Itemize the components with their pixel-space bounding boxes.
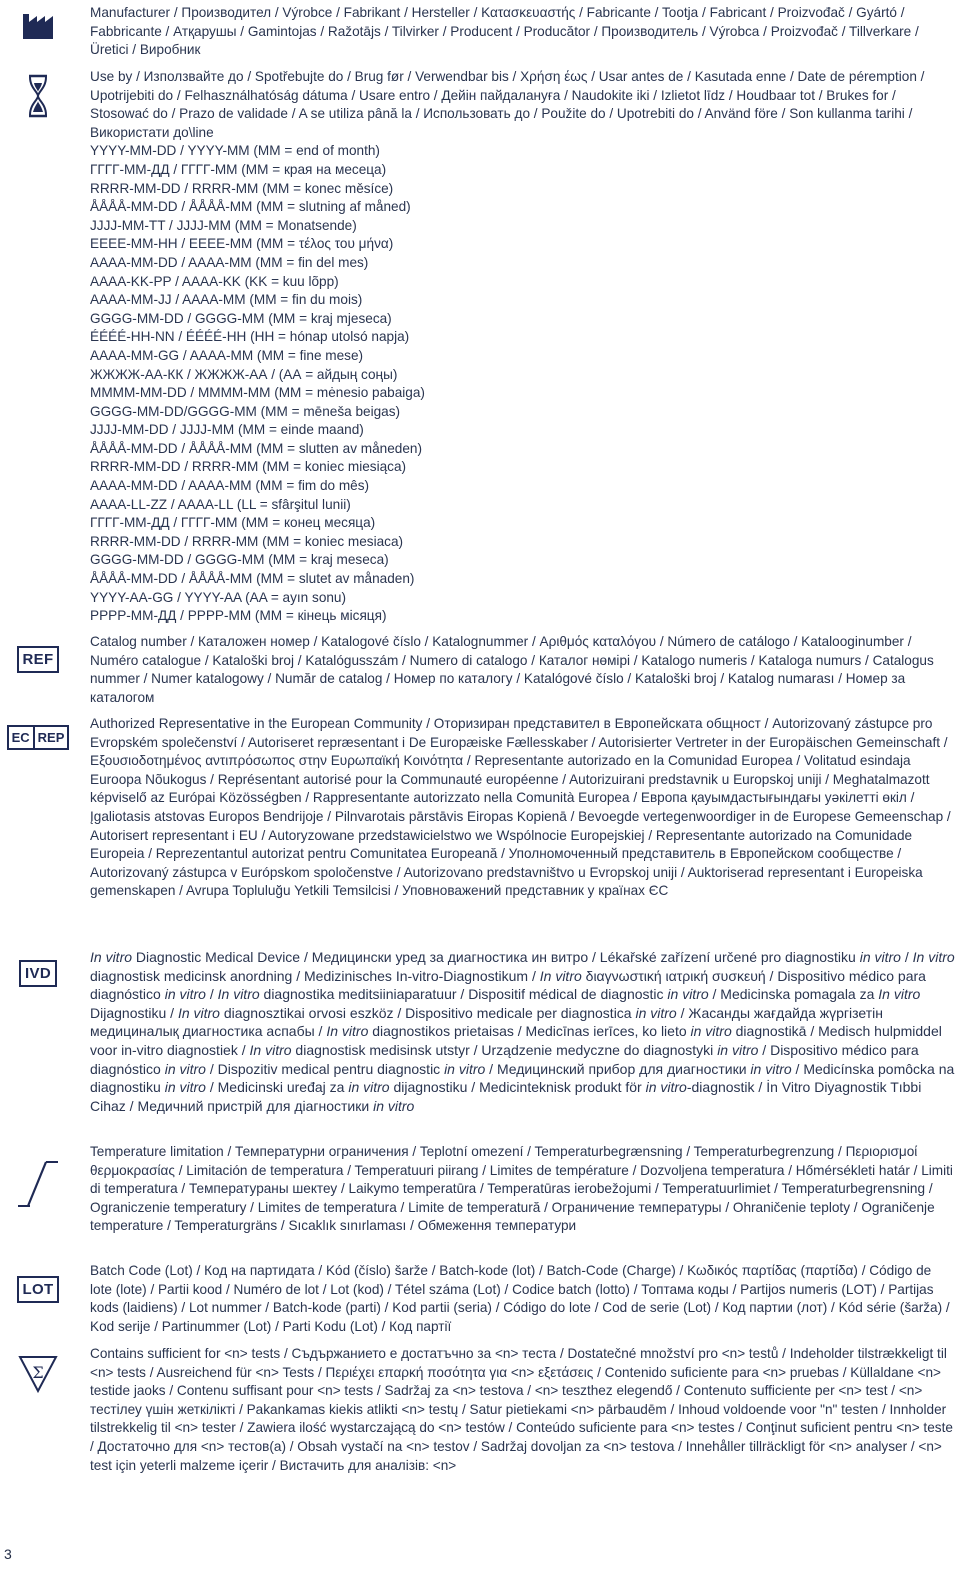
rep-label: REP [37,730,65,745]
in-vitro-term: in vitro [750,1060,792,1077]
use-by-format-line: ΕΕΕΕ-ΜΜ-ΗΗ / ΕΕΕΕ-ΜΜ (ΜΜ = τέλος του μήνα) [90,236,394,252]
in-vitro-term: in vitro [348,1079,390,1096]
ivd-label: IVD [19,960,57,987]
use-by-text [90,68,956,626]
ivd-text-segment: / Медицинский прибор для диагностики [485,1060,751,1077]
use-by-format-line: AAAA-MM-DD / AAAA-MM (MM = fim do mês) [90,478,370,494]
ivd-icon [10,960,66,987]
batch-text: Batch Code (Lot) / Код на партидата / Kód (číslo) šarže / Batch-kode (lot) / Batch-Code (Charge) / Κωδικός παρτίδας (παρτίδα) / Código de lote (lote) / Partii kood / Numéro de lot / Lot (kod) / Tétel száma (Lot) / Codice batch (lotto) / Топтама коды / Partijos numeris (LOT) / Partijas kods (laidiens) / Lot nummer / Batch-kode (parti) / Kod partii (seria) / Código do lote / Cod de serie (Lot) / Код партии (лот) / Kód série (šarža) / Kod serije / Partinummer (Lot) / Parti Kodu (Lot) / Код партії [90,1263,950,1334]
use-by-intro: Use by / Използвайте до / Spotřebujte do / Brug før / Verwendbar bis / Χρήση έως / Usar antes de / Kasutada enne / Date de péremption / Upotrijebiti do / Felhasználhatóság dátuma / Usare entro / Дейін пайдалануға / Naudokite iki / Izlietot līdz / Houdbaar tot / Brukes for / Stosować do / Prazo de validade / A se utiliza până la / Использовать до / Použite do / Upotrebiti do / Använd före / Son kullanma tarihi / Використати до\line [90,69,925,140]
thermometer-icon [10,1159,66,1209]
ivd-text-segment: / Dispozitiv medical pentru diagnostic [205,1060,445,1077]
ref-icon [10,646,66,673]
in-vitro-term: in vitro [717,1041,759,1058]
use-by-format-line: JJJJ-MM-DD / JJJJ-MM (MM = einde maand) [90,422,364,438]
use-by-format-line: GGGG-MM-DD/GGGG-MM (MM = mēneša beigas) [90,403,401,419]
ivd-text-segment: Diagnostic Medical Device / Медицински уред за диагностика ин витро / Lékařské zařízení určené pro diagnostiku [132,949,860,965]
sigma-triangle-icon [10,1353,66,1393]
factory-icon [10,10,66,40]
in-vitro-term: in vitro [859,949,901,965]
ivd-text-segment: diagnostikos prietaisas / Medicīnas ierīces, ko lieto [368,1023,691,1040]
ivd-text-segment: / Жасанды жағдайда жүргізетін медициналық диагностика аспабы / [90,1004,883,1040]
ivd-text-segment: diagnostisk medicinsk anordning / Medizinisches In-vitro-Diagnostikum / [90,967,540,984]
use-by-format-line: ЖЖЖЖ-АА-КК / ЖЖЖЖ-АА / (АА = айдың соңы) [90,366,398,382]
ivd-text-segment: / Medicinska pomagala za [708,986,879,1003]
ivd-text-segment: diagnostikā / Medisch hulpmiddel voor in-vitro diagnostiek / [90,1023,942,1058]
in-vitro-term: in vitro [164,1060,206,1077]
use-by-format-line: MMMM-MM-DD / MMMM-MM (MM = mėnesio pabaiga) [90,385,425,401]
ivd-text-segment: / Medicínska pomôcka na diagnostiku [90,1060,955,1096]
temperature-text: Temperature limitation / Температурни ограничения / Teplotní omezení / Temperaturbegrænsning / Temperaturbegrenzung / Περιορισμοί θερμοκρασίας / Limitación de temperatura / Temperatuuri piirang / Limites de température / Dozvoljena temperatura / Hőmérsékleti határ / Limiti di temperatura / Температураны шектеу / Laikymo temperatūra / Temperatūras ierobežojumi / Temperatuurlimiet / Temperaturbegrensning / Ograniczenie temperatury / Limites de temperatura / Limite de temperatură / Ограничение температуры / Ohraničenie teploty / Ograničenje temperature / Temperaturgräns / Sıcaklık sınırlaması / Обмеження температури [90,1144,953,1234]
manufacturer-text: Manufacturer / Производител / Výrobce / Fabrikant / Hersteller / Κατασκευαστής / Fabricante / Tootja / Fabricant / Proizvođač / Gyártó / Fabbricante / Атқарушы / Gamintojas / Ražotājs / Tilvirker / Producent / Producător / Производитель / Výrobca / Proizvođač / Tillverkare / Üretici / Виробник [90,5,919,58]
ivd-text [90,948,956,1115]
use-by-format-line: РРРР-ММ-ДД / РРРР-ММ (ММ = кінець місяця) [90,608,387,624]
use-by-format-line: ÅÅÅÅ-MM-DD / ÅÅÅÅ-MM (MM = slutet av månaden) [90,571,415,587]
lot-icon [10,1276,66,1303]
hourglass-icon [10,74,66,118]
page-number: 3 [4,1546,12,1562]
ivd-text-segment: / Dispositivo médico para diagnóstico [90,1041,919,1077]
ec-rep-icon [10,725,66,750]
use-by-format-line: ÅÅÅÅ-MM-DD / ÅÅÅÅ-MM (MM = slutten av måneden) [90,440,422,456]
in-vitro-term: in vitro [164,1079,206,1096]
use-by-format-line: YYYY-AA-GG / YYYY-AA (AA = ayın sonu) [90,589,347,605]
use-by-format-line: RRRR-MM-DD / RRRR-MM (MM = koniec mesiaca) [90,533,404,549]
ivd-text-segment: Dijagnostiku / [90,1004,178,1021]
ec-label: EC [9,727,35,748]
use-by-format-line: GGGG-MM-DD / GGGG-MM (MM = kraj meseca) [90,552,389,568]
in-vitro-term: In vitro [90,949,133,965]
in-vitro-term: in vitro [635,1004,677,1021]
use-by-format-line: ГГГГ-ММ-ДД / ГГГГ-ММ (ММ = края на месеца) [90,161,387,177]
in-vitro-term: In vitro [539,967,582,984]
in-vitro-term: in vitro [645,1079,687,1096]
use-by-format-line: AAAA-MM-JJ / AAAA-MM (MM = fin du mois) [90,292,363,308]
in-vitro-term: In vitro [177,1004,220,1021]
ivd-text-segment: / [900,949,913,965]
in-vitro-term: in vitro [444,1060,486,1077]
ivd-text-segment: -diagnostik / İn Vitro Diyagnostik Tıbbi Cihaz / Медичний пристрій для діагностики [90,1079,922,1114]
use-by-format-line: RRRR-MM-DD / RRRR-MM (MM = koniec miesiąca) [90,459,407,475]
ivd-text-segment: / [205,986,218,1003]
in-vitro-term: in vitro [373,1097,415,1114]
ivd-text-segment: dijagnostiku / Medicinteknisk produkt för [389,1079,646,1096]
in-vitro-term: In vitro [249,1041,292,1058]
in-vitro-term: In vitro [217,986,260,1003]
use-by-format-line: ÉÉÉÉ-HH-NN / ÉÉÉÉ-HH (HH = hónap utolsó napja) [90,329,410,345]
use-by-format-line: YYYY-MM-DD / YYYY-MM (MM = end of month) [90,143,380,159]
ivd-text-segment: diagnosztikai orvosi eszköz / Dispositivo medicale per diagnostica [219,1004,636,1021]
ivd-text-segment: / Medicinski uređaj za [205,1079,349,1096]
use-by-format-line: AAAA-MM-DD / AAAA-MM (MM = fin del mes) [90,254,369,270]
in-vitro-term: In vitro [912,949,955,965]
use-by-format-line: AAAA-MM-GG / AAAA-MM (MM = fine mese) [90,347,364,363]
use-by-format-line: JJJJ-MM-TT / JJJJ-MM (MM = Monatsende) [90,217,357,233]
lot-label: LOT [17,1276,60,1303]
ivd-text-segment: διαγνωστική ιατρική συσκευή / Dispositivo médico para diagnóstico [90,967,926,1003]
ref-label: REF [17,646,60,673]
catalog-text: Catalog number / Каталожен номер / Katalogové číslo / Katalognummer / Αριθμός καταλόγου / Número de catálogo / Katalooginumber / Numéro catalogue / Kataloški broj / Katalógusszám / Numero di catalogo / Каталог нөмірі / Katalogo numeris / Kataloga numurs / Catalogus nummer / Numer katalogowy / Număr de catalog / Номер по каталогу / Katalógové číslo / Kataloški broj / Katalog numarası / Номер за каталогом [90,634,934,705]
sufficient-text: Contains sufficient for <n> tests / Съдържанието е достатъчно за <n> теста / Dostatečné množství pro <n> testů / Indeholder tilstrækkeligt til <n> tests / Ausreichend für <n> Tests / Περιέχει επαρκή ποσότητα για <n> εξετάσεις / Contenido suficiente para <n> pruebas / Küllaldane <n> testide jaoks / Contenu suffisant pour <n> tests / Sadržaj za <n> testova / <n> teszthez elegendő / Contenuto sufficiente per <n> test / <n> тестілеу үшін жеткілікті / Pakankamas kiekis atlikti <n> testų / Satur pietiekami <n> pārbaudēm / Inhoud voldoende voor "n" testen / Innholder tilstrekkelig til <n> tester / Zawiera ilość wystarczającą do <n> testów / Conteúdo suficiente para <n> testes / Conţinut suficient pentru <n> teste / Достаточно для <n> тестов(а) / Obsah vystačí na <n> testov / Sadržaj dovoljan za <n> testova / Innehåller tillräckligt för <n> analyser / <n> test için yeterli malzeme içerir / Вистачить для аналізів: <n> [90,1346,953,1473]
use-by-format-list [90,142,956,625]
use-by-format-line: GGGG-MM-DD / GGGG-MM (MM = kraj mjeseca) [90,310,392,326]
in-vitro-term: In vitro [326,1023,369,1040]
ivd-text-segment: diagnostika meditsiiniaparatuur / Dispositif médical de diagnostic [259,986,668,1003]
use-by-format-line: ГГГГ-ММ-ДД / ГГГГ-ММ (ММ = конец месяца) [90,515,376,531]
ivd-text-segment: diagnostisk medisinsk utstyr / Urządzenie medyczne do diagnostyki [291,1041,718,1058]
in-vitro-term: in vitro [667,986,709,1003]
sigma-symbol: Σ [32,1363,44,1382]
in-vitro-term: In vitro [878,986,921,1003]
in-vitro-term: in vitro [690,1023,732,1040]
use-by-format-line: AAAA-KK-PP / AAAA-KK (KK = kuu lõpp) [90,273,339,289]
use-by-format-line: AAAA-LL-ZZ / AAAA-LL (LL = sfârşitul lunii) [90,496,351,512]
in-vitro-term: in vitro [164,986,206,1003]
use-by-format-line: ÅÅÅÅ-MM-DD / ÅÅÅÅ-MM (MM = slutning af måned) [90,199,411,215]
authorized-rep-text: Authorized Representative in the European Community / Оторизиран представител в Европейската общност / Autorizovaný zástupce pro Evropském společenství / Autoriseret repræsentant i De Europæiske Fællesskaber / Autorisierter Vertreter in der Europäischen Gemeinschaft / Εξουσιοδοτημένος αντιπρόσωπος στην Ευρωπαϊκή Κοινότητα / Representante autorizado en la Comunidad Europea / Volitatud esindaja Euroopa Nõukogus / Représentant autorisé pour la Communauté européenne / Autorizuirani predstavnik u Europskoj uniji / Meghatalmazott képviselő az Európai Közösségben / Rappresentante autorizzato nella Comunità Europea / Европа қауымдастығындағы уәкілетті өкіл / Įgaliotasis atstovas Europos Bendrijoje / Pilnvarotais pārstāvis Eiropas Kopienā / Bevoegde vertegenwoordiger in de Europese Gemeenschap / Autorisert representant i EU / Autoryzowane przedstawicielstwo we Wspólnocie Europejskiej / Representante autorizado na Comunidade Europeia / Reprezentantul autorizat pentru Comunitatea Europeană / Уполномоченный представитель в Европейском сообществе / Autorizovaný zástupca v Európskom spoločenstve / Autorizovano predstavništvo u Evropskoj uniji / Auktoriserad representant i Europeiska gemenskapen / Avrupa Topluluğu Yetkili Temsilcisi / Уповноважений представник у країнах ЄС [90,716,951,899]
use-by-format-line: RRRR-MM-DD / RRRR-MM (MM = konec měsíce) [90,180,394,196]
